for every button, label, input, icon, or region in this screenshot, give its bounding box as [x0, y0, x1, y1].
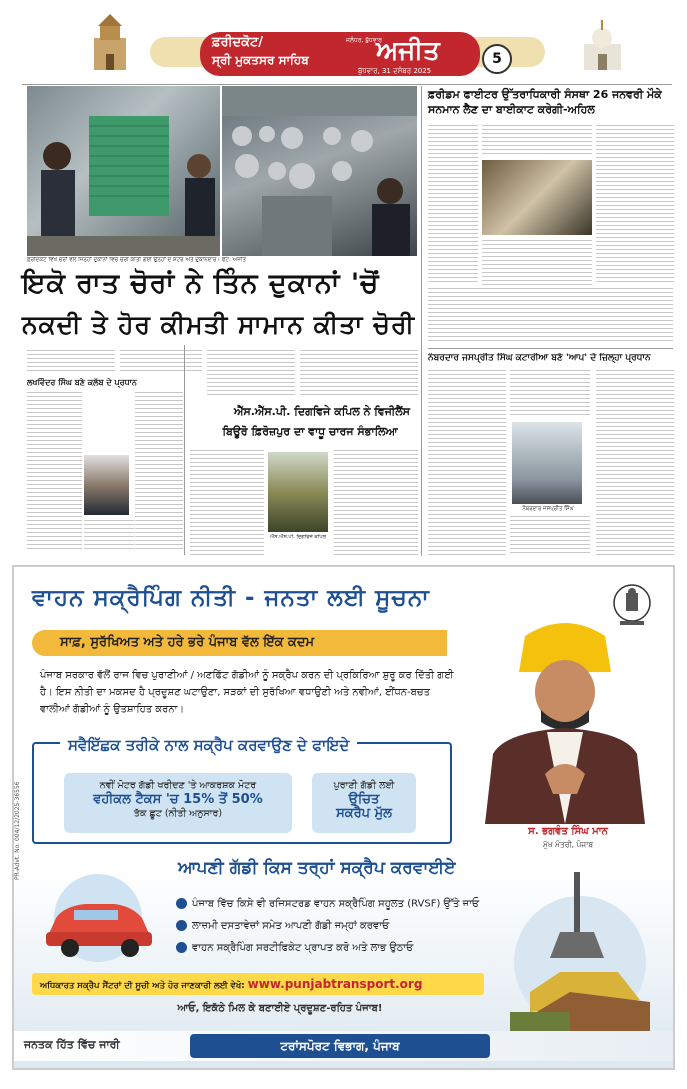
article-text-block — [482, 125, 592, 157]
aap-president-portrait — [512, 422, 582, 504]
main-headline-line2: ਨਕਦੀ ਤੇ ਹੋਰ ਕੀਮਤੀ ਸਾਮਾਨ ਕੀਤਾ ਚੋਰੀ — [22, 310, 415, 339]
advert-code: PR-Advt. No. 004/12/2025-36556 — [14, 781, 21, 880]
article-text-block — [428, 370, 506, 555]
article-text-block — [596, 125, 674, 285]
step-bullet-icon — [176, 920, 187, 931]
edition-label: ਜਲੰਧਰ, ਬੁੱਧਵਾਰ — [346, 37, 383, 44]
website-link[interactable]: www.punjabtransport.org — [247, 977, 423, 991]
step-bullet-icon — [176, 898, 187, 909]
benefits-title: ਸਵੈਇੱਛਕ ਤਰੀਕੇ ਨਾਲ ਸਕ੍ਰੈਪ ਕਰਵਾਉਣ ਦੇ ਫਾਇਦੇ — [60, 736, 357, 754]
howto-step-1-text: ਪੰਜਾਬ ਵਿੱਚ ਕਿਸੇ ਵੀ ਰਜਿਸਟਰਡ ਵਾਹਨ ਸਕ੍ਰੈਪਿੰਗ ਸਹੂਲਤ (RVSF) ਉੱਤੇ ਜਾਓ — [192, 898, 480, 910]
article-text-block — [27, 392, 82, 552]
article-text-block — [510, 370, 590, 418]
howto-step-2 — [176, 920, 389, 932]
chief-minister-portrait — [465, 614, 665, 824]
club-president-portrait — [84, 455, 129, 515]
shop-shutter-photo — [27, 86, 220, 256]
aap-president-headline: ਨੰਬਰਦਾਰ ਜਸਪ੍ਰੀਤ ਸਿੰਘ ਕਟਾਰੀਆ ਬਣੇ 'ਆਪ' ਦੇ ਜ਼ਿਲ੍ਹਾ ਪ੍ਰਧਾਨ — [428, 353, 651, 363]
advert-slogan: ਆਓ, ਇਕੱਠੇ ਮਿਲ ਕੇ ਬਣਾਈਏ ਪ੍ਰਦੂਸ਼ਣ-ਰਹਿਤ ਪੰਜਾਬ! — [177, 1003, 383, 1014]
left-story-headline: ਲਖਵਿੰਦਰ ਸਿੰਘ ਬਣੇ ਕਲੱਬ ਦੇ ਪ੍ਰਧਾਨ — [27, 378, 137, 387]
article-text-block — [27, 350, 115, 374]
ssp-photo-caption: ਐੱਸ.ਐੱਸ.ਪੀ. ਦਿਗਵਿਜੇ ਕਪਿਲ — [270, 534, 326, 540]
article-text-block — [135, 392, 183, 552]
article-text-block — [190, 450, 264, 555]
edition-city-line1: ਫ਼ਰੀਦਕੋਟ/ — [212, 35, 264, 50]
chief-minister-name: ਸ. ਭਗਵੰਤ ਸਿੰਘ ਮਾਨ — [528, 826, 608, 837]
issue-date: ਬੁੱਧਵਾਰ, 31 ਦਸੰਬਰ 2025 — [358, 67, 432, 75]
header-divider — [22, 84, 672, 85]
ssp-portrait — [268, 452, 328, 532]
website-link-bar — [32, 973, 484, 995]
advert-body: ਪੰਜਾਬ ਸਰਕਾਰ ਵੱਲੋਂ ਰਾਜ ਵਿਚ ਪੁਰਾਣੀਆਂ / ਅਣਫਿੱਟ ਗੱਡੀਆਂ ਨੂੰ ਸਕ੍ਰੈਪ ਕਰਨ ਦੀ ਪ੍ਰਕਿਰਿਆ ਸ਼ੁਰੂ ਕਰ ਦਿੱਤੀ ਗਈ ਹੈ। ਇਸ ਨੀਤੀ ਦਾ ਮਕਸਦ ਹੈ ਪ੍ਰਦੂਸ਼ਣ ਘਟਾਉਣਾ, ਸੜਕਾਂ ਦੀ ਸੁਰੱਖਿਆ ਵਧਾਉਣੀ ਅਤੇ ਨਵੀਆਂ, ਈਂਧਨ-ਬਚਤ ਵਾਲੀਆਂ ਗੱਡੀਆਂ ਨੂੰ ਉਤਸ਼ਾਹਿਤ ਕਰਨਾ। — [40, 670, 454, 715]
aap-president-caption: ਨੰਬਰਦਾਰ ਜਸਪ੍ਰੀਤ ਸਿੰਘ — [522, 506, 574, 512]
article-text-block — [207, 350, 295, 398]
fort-illustration — [90, 14, 130, 74]
photo-caption: ਫ਼ਰੀਦਕੋਟ ਵਿਖੇ ਚੋਰਾਂ ਵਲੋਂ ਜਿਨ੍ਹਾਂ ਦੁਕਾਨਾਂ ਵਿਚ ਚੋਰੀ ਕੀਤੀ ਗਈ ਉਨ੍ਹਾਂ ਦੇ ਸ਼ਟਰ ਅਤੇ ਦੁਕਾਨਦਾਰ। ਫੋਟੋ: ਅਜੀਤ — [27, 257, 247, 263]
ssp-headline-line2: ਬਿਊਰੋ ਫ਼ਿਰੋਜ਼ਪੁਰ ਦਾ ਵਾਧੂ ਚਾਰਜ ਸੰਭਾਲਿਆ — [222, 425, 398, 438]
tax-rebate-benefit — [64, 773, 292, 833]
article-text-block — [334, 450, 418, 555]
page-number: 5 — [482, 44, 512, 74]
main-headline-line1: ਇਕੋ ਰਾਤ ਚੋਰਾਂ ਨੇ ਤਿੰਨ ਦੁਕਾਨਾਂ 'ਚੋਂ — [22, 268, 380, 299]
story-divider — [428, 348, 673, 349]
column-divider — [184, 345, 185, 555]
benefit-1-line2: ਵਹੀਕਲ ਟੈਕਸ 'ਚ 15% ਤੋਂ 50% — [93, 792, 263, 807]
benefit-1-line1: ਨਵੀਂ ਮੋਟਰ ਗੱਡੀ ਖਰੀਦਣ 'ਤੇ ਆਕਰਸ਼ਕ ਮੋਟਰ — [99, 780, 257, 791]
website-link-label: ਅਧਿਕਾਰਤ ਸਕ੍ਰੈਪ ਸੈਂਟਰਾਂ ਦੀ ਸੂਚੀ ਅਤੇ ਹੋਰ ਜਾਣਕਾਰੀ ਲਈ ਵੇਖੋ: — [40, 981, 245, 991]
scrap-crane-icon — [500, 872, 660, 1032]
article-text-block — [428, 125, 478, 285]
edition-city-line2: ਸ੍ਰੀ ਮੁਕਤਸਰ ਸਾਹਿਬ — [212, 53, 309, 67]
gurdwara-illustration — [580, 14, 625, 74]
article-text-block — [300, 350, 418, 398]
benefit-2-line1: ਪੁਰਾਣੀ ਗੱਡੀ ਲਈ — [333, 780, 395, 791]
benefit-1-line3: ਤੱਕ ਛੂਟ (ਨੀਤੀ ਅਨੁਸਾਰ) — [133, 808, 223, 819]
column-divider — [421, 86, 422, 556]
advert-title: ਵਾਹਨ ਸਕ੍ਰੈਪਿੰਗ ਨੀਤੀ - ਜਨਤਾ ਲਈ ਸੂਚਨਾ — [32, 585, 430, 611]
howto-title: ਆਪਣੀ ਗੱਡੀ ਕਿਸ ਤਰ੍ਹਾਂ ਸਕ੍ਰੈਪ ਕਰਵਾਈਏ — [178, 858, 456, 878]
howto-step-3-text: ਵਾਹਨ ਸਕ੍ਰੈਪਿੰਗ ਸਰਟੀਫਿਕੇਟ ਪ੍ਰਾਪਤ ਕਰੋ ਅਤੇ ਲਾਭ ਉਠਾਓ — [192, 942, 414, 954]
utensil-shop-photo — [222, 86, 417, 256]
car-scrap-icon — [34, 870, 162, 965]
scrap-value-benefit — [312, 773, 416, 833]
howto-step-3 — [176, 942, 413, 954]
transport-department-label: ਟਰਾਂਸਪੋਰਟ ਵਿਭਾਗ, ਪੰਜਾਬ — [190, 1034, 490, 1058]
newspaper-logo: ਅਜੀਤ — [376, 36, 440, 66]
howto-step-2-text: ਲਾਜ਼ਮੀ ਦਸਤਾਵੇਜ਼ਾਂ ਸਮੇਤ ਆਪਣੀ ਗੱਡੀ ਜਮ੍ਹਾਂ ਕਰਵਾਓ — [192, 920, 390, 932]
chief-minister-title: ਮੁੱਖ ਮੰਤਰੀ, ਪੰਜਾਬ — [542, 840, 594, 849]
howto-step-1 — [176, 898, 479, 910]
article-text-block — [428, 288, 673, 344]
article-text-block — [482, 240, 592, 285]
article-text-block — [120, 350, 202, 374]
utensil-shop-photo-art — [222, 86, 417, 256]
article-text-block — [596, 370, 674, 555]
benefit-2-line2: ਉਚਿਤ — [348, 792, 380, 807]
ssp-headline-line1: ਐੱਸ.ਐੱਸ.ਪੀ. ਦਿਗਵਿਜੇ ਕਪਿਲ ਨੇ ਵਿਜੀਲੈਂਸ — [234, 405, 410, 418]
step-bullet-icon — [176, 942, 187, 953]
benefit-2-line3: ਸਕਰੈਪ ਮੁੱਲ — [336, 806, 392, 821]
shop-shutter-photo-art — [27, 86, 220, 256]
article-text-block — [510, 516, 590, 556]
freedom-fighter-photo — [482, 160, 592, 235]
advert-subtitle: ਸਾਫ਼, ਸੁਰੱਖਿਅਤ ਅਤੇ ਹਰੇ ਭਰੇ ਪੰਜਾਬ ਵੱਲ ਇੱਕ ਕਦਮ — [32, 630, 447, 656]
public-interest-label: ਜਨਤਕ ਹਿੱਤ ਵਿੱਚ ਜਾਰੀ — [24, 1038, 120, 1051]
article-text-block — [84, 520, 134, 552]
freedom-fighter-headline: ਫ਼ਰੀਡਮ ਫਾਈਟਰ ਉੱਤਰਾਧਿਕਾਰੀ ਸੰਸਥਾ 26 ਜਨਵਰੀ ਮੌਕੇ ਸਨਮਾਨ ਲੈਣ ਦਾ ਬਾਈਕਾਟ ਕਰੇਗੀ-ਅਹਿਲ — [428, 88, 662, 116]
